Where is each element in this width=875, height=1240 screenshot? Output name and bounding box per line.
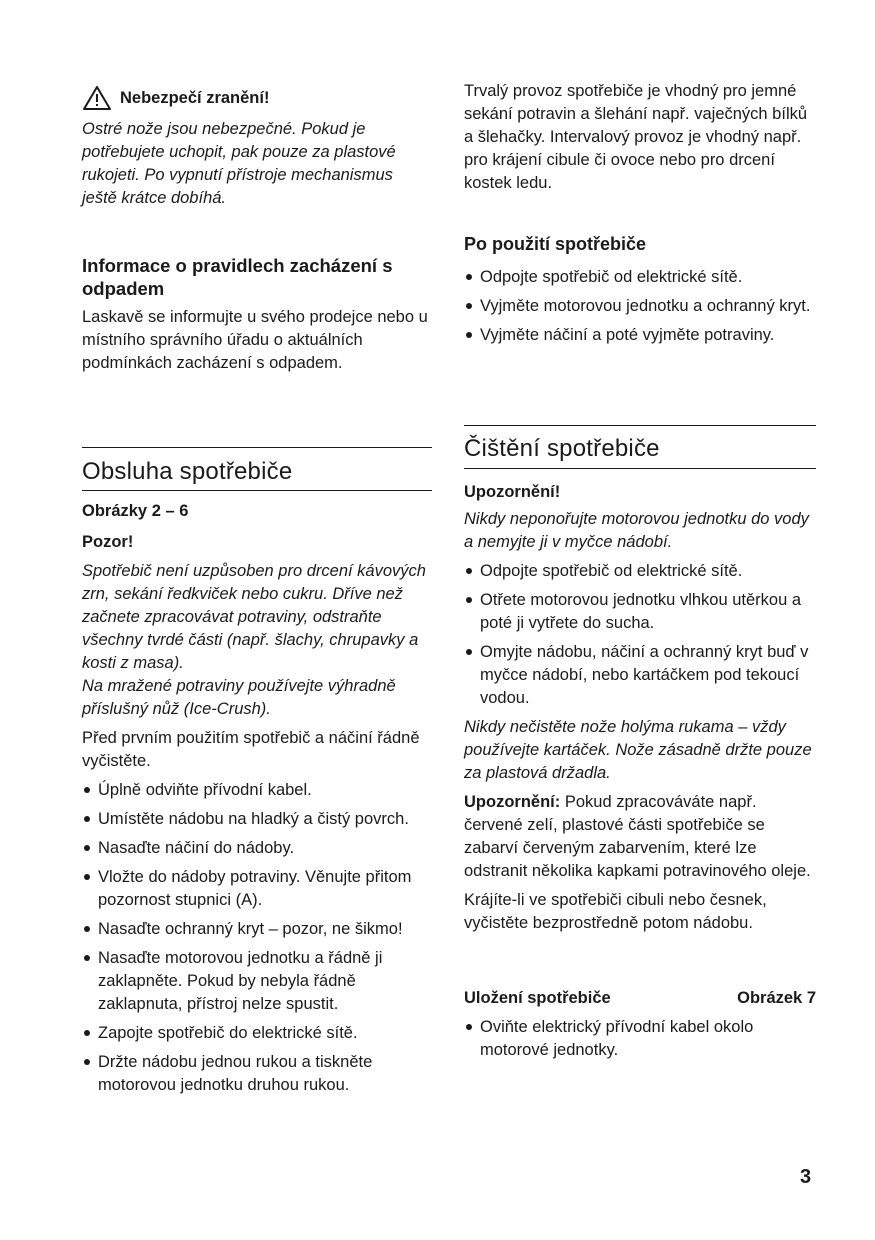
operation-figures: Obrázky 2 – 6 xyxy=(82,502,189,520)
cleaning-section xyxy=(464,425,816,935)
disposal-heading: Informace o pravidlech zacházení s odpadem xyxy=(82,255,393,299)
caution-label: Pozor! xyxy=(82,533,134,551)
disposal-text: Laskavě se informujte u svého prodejce nebo u místního správního úřadu o aktuálních podmínkách zacházení s odpadem. xyxy=(82,308,428,372)
list-item: Nasaďte náčiní do nádoby. xyxy=(82,837,432,860)
storage-block xyxy=(464,987,816,1068)
cleaning-notice-label: Upozornění! xyxy=(464,483,561,501)
storage-heading: Uložení spotřebiče xyxy=(464,989,611,1007)
section-rule-top xyxy=(82,447,432,448)
list-item: Omyjte nádobu, náčiní a ochranný kryt buď v myčce nádobí, nebo kartáčkem pod tekoucí vodou. xyxy=(464,641,816,710)
warning-triangle-icon xyxy=(82,85,112,111)
cleaning-notice-text: Nikdy neponořujte motorovou jednotku do vody a nemyjte ji v myčce nádobí. xyxy=(464,510,809,551)
operation-mode-text: Trvalý provoz spotřebiče je vhodný pro jemné sekání potravin a šlehání např. vaječných bílků a šlehačky. Intervalový provoz je vhodný např. pro krájení cibule či ovoce nebo pro drcení kostek ledu. xyxy=(464,82,808,192)
storage-heading-row xyxy=(464,987,816,1010)
storage-figure: Obrázek 7 xyxy=(737,989,816,1007)
caution-text-1: Spotřebič není uzpůsoben pro drcení kávových zrn, sekání ředkviček nebo cukru. Dříve než začnete zpracovávat potraviny, odstraňte všechny tvrdé části (např. šlachy, chrupavky a kosti z masa). xyxy=(82,562,426,672)
list-item: Nasaďte ochranný kryt – pozor, ne šikmo! xyxy=(82,918,432,941)
knife-cleaning-note: Nikdy nečistěte nože holýma rukama – vždy používejte kartáček. Nože zásadně držte pouze za plastová držadla. xyxy=(464,718,812,782)
list-item: Otřete motorovou jednotku vlhkou utěrkou a poté ji vytřete do sucha. xyxy=(464,589,816,635)
cleaning-heading: Čištění spotřebiče xyxy=(464,435,660,462)
operation-section xyxy=(82,447,432,1103)
after-use-heading: Po použití spotřebiče xyxy=(464,234,647,254)
list-item: Odpojte spotřebič od elektrické sítě. xyxy=(464,560,816,583)
list-item: Vyjměte motorovou jednotku a ochranný kryt. xyxy=(464,295,816,318)
section-rule-bottom xyxy=(464,468,816,469)
list-item: Odpojte spotřebič od elektrické sítě. xyxy=(464,266,816,289)
warning-title xyxy=(82,85,432,111)
disposal-block xyxy=(82,254,432,375)
list-item: Úplně odviňte přívodní kabel. xyxy=(82,779,432,802)
storage-steps xyxy=(464,1016,816,1062)
operation-heading: Obsluha spotřebiče xyxy=(82,458,293,485)
discoloration-label: Upozornění: xyxy=(464,793,561,811)
cleaning-steps xyxy=(464,560,816,710)
section-rule-bottom xyxy=(82,490,432,491)
caution-text-2: Na mražené potraviny používejte výhradně příslušný nůž (Ice-Crush). xyxy=(82,677,396,718)
page-number: 3 xyxy=(800,1166,812,1188)
warning-title-text: Nebezpečí zranění! xyxy=(120,88,270,107)
after-use-block xyxy=(464,233,816,353)
onion-note: Krájíte-li ve spotřebiči cibuli nebo česnek, vyčistěte bezprostředně potom nádobu. xyxy=(464,891,767,932)
section-rule-top xyxy=(464,425,816,426)
list-item: Držte nádobu jednou rukou a tiskněte motorovou jednotku druhou rukou. xyxy=(82,1051,432,1097)
after-use-steps xyxy=(464,266,816,347)
list-item: Zapojte spotřebič do elektrické sítě. xyxy=(82,1022,432,1045)
warning-text: Ostré nože jsou nebezpečné. Pokud je potřebujete uchopit, pak pouze za plastové rukojeti. Po vypnutí přístroje mechanismus ještě krátce dobíhá. xyxy=(82,120,396,207)
list-item: Vyjměte náčiní a poté vyjměte potraviny. xyxy=(464,324,816,347)
operation-intro: Před prvním použitím spotřebič a náčiní řádně vyčistěte. xyxy=(82,729,420,770)
discoloration-text: Pokud zpracováváte např. červené zelí, plastové části spotřebiče se zabarví červeným zabarvením, které lze odstranit několika kapkami potravinového oleje. xyxy=(464,793,811,880)
operation-steps xyxy=(82,779,432,1097)
warning-block xyxy=(82,85,432,210)
list-item: Umístěte nádobu na hladký a čistý povrch. xyxy=(82,808,432,831)
list-item: Vložte do nádoby potraviny. Věnujte přitom pozornost stupnici (A). xyxy=(82,866,432,912)
list-item: Oviňte elektrický přívodní kabel okolo motorové jednotky. xyxy=(464,1016,816,1062)
list-item: Nasaďte motorovou jednotku a řádně ji zaklapněte. Pokud by nebyla řádně zaklapnuta, přístroj nelze spustit. xyxy=(82,947,432,1016)
discoloration-note xyxy=(464,791,816,883)
